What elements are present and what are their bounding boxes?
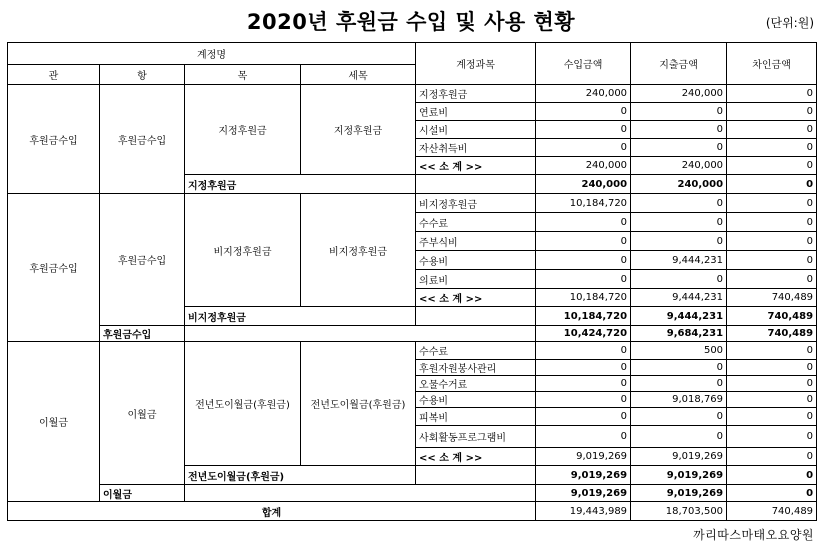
income-cell: 10,184,720 [536,194,631,213]
empty-cell [185,485,536,502]
income-cell: 10,424,720 [536,326,631,342]
mok-cell: 비지정후원금 [185,194,301,307]
expense-cell: 0 [631,270,727,289]
expense-header: 지출금액 [631,43,727,85]
expense-cell: 9,444,231 [631,289,727,307]
mok-total-label: 지정후원금 [185,175,416,194]
expense-cell: 9,018,769 [631,392,727,408]
hang-total-row [8,326,817,342]
expense-cell: 0 [631,360,727,376]
income-cell: 0 [536,232,631,251]
subject-cell: 수용비 [416,251,536,270]
semok-cell: 전년도이월금(후원금) [301,342,416,466]
hang-cell: 이월금 [100,342,185,485]
subject-cell: 시설비 [416,121,536,139]
balance-cell: 740,489 [727,289,817,307]
page-title: 2020년 후원금 수입 및 사용 현황 [246,10,576,34]
subtotal-label: << 소 계 >> [416,157,536,175]
expense-cell: 0 [631,408,727,426]
subtotal-label: << 소 계 >> [416,289,536,307]
income-cell: 0 [536,360,631,376]
hang-total-label: 이월금 [100,485,185,502]
income-cell: 0 [536,376,631,392]
balance-cell: 740,489 [727,502,817,521]
mok-header: 목 [185,65,301,85]
balance-cell: 0 [727,157,817,175]
income-cell: 9,019,269 [536,448,631,466]
organization-name: 까리따스마태오요양원 [693,528,814,542]
unit-label: (단위:원) [765,16,814,30]
balance-cell: 740,489 [727,307,817,326]
subject-header: 계정과목 [416,43,536,85]
expense-cell: 18,703,500 [631,502,727,521]
balance-cell: 0 [727,139,817,157]
table-row [8,85,817,103]
expense-cell: 240,000 [631,85,727,103]
expense-cell: 9,684,231 [631,326,727,342]
hang-total-label: 후원금수입 [100,326,185,342]
expense-cell: 0 [631,139,727,157]
mok-cell: 지정후원금 [185,85,301,175]
mok-total-label: 비지정후원금 [185,307,416,326]
income-cell: 0 [536,251,631,270]
expense-cell: 0 [631,376,727,392]
expense-cell: 0 [631,103,727,121]
subject-cell: 주부식비 [416,232,536,251]
income-header: 수입금액 [536,43,631,85]
subject-cell: 사회활동프로그램비 [416,426,536,448]
balance-cell: 0 [727,360,817,376]
subject-cell: 비지정후원금 [416,194,536,213]
mok-total-label: 전년도이월금(후원금) [185,466,416,485]
expense-cell: 9,019,269 [631,448,727,466]
expense-cell: 9,019,269 [631,466,727,485]
subject-cell: 의료비 [416,270,536,289]
hang-total-row [8,485,817,502]
subject-cell: 연료비 [416,103,536,121]
subject-cell: 자산취득비 [416,139,536,157]
balance-cell: 0 [727,408,817,426]
subject-cell: 수용비 [416,392,536,408]
balance-cell: 0 [727,175,817,194]
balance-header: 차인금액 [727,43,817,85]
balance-cell: 0 [727,485,817,502]
expense-cell: 0 [631,194,727,213]
income-cell: 9,019,269 [536,466,631,485]
balance-cell: 0 [727,376,817,392]
income-cell: 9,019,269 [536,485,631,502]
income-cell: 0 [536,408,631,426]
income-cell: 0 [536,121,631,139]
expense-cell: 0 [631,213,727,232]
balance-cell: 0 [727,251,817,270]
balance-cell: 0 [727,466,817,485]
subtotal-label: << 소 계 >> [416,448,536,466]
expense-cell: 0 [631,121,727,139]
income-cell: 240,000 [536,175,631,194]
income-cell: 0 [536,139,631,157]
expense-cell: 9,444,231 [631,307,727,326]
empty-cell [416,175,536,194]
balance-cell: 0 [727,426,817,448]
balance-cell: 0 [727,85,817,103]
income-cell: 0 [536,342,631,360]
income-cell: 0 [536,213,631,232]
gwan-header: 관 [8,65,100,85]
gwan-cell: 후원금수입 [8,194,100,342]
income-cell: 0 [536,392,631,408]
mok-cell: 전년도이월금(후원금) [185,342,301,466]
expense-cell: 9,019,269 [631,485,727,502]
expense-cell: 9,444,231 [631,251,727,270]
balance-cell: 0 [727,103,817,121]
balance-cell: 740,489 [727,326,817,342]
subject-cell: 피복비 [416,408,536,426]
income-expense-table [7,42,817,521]
income-cell: 10,184,720 [536,289,631,307]
income-cell: 240,000 [536,157,631,175]
balance-cell: 0 [727,213,817,232]
gwan-cell: 이월금 [8,342,100,502]
subject-cell: 수수료 [416,213,536,232]
balance-cell: 0 [727,448,817,466]
income-cell: 10,184,720 [536,307,631,326]
hang-cell: 후원금수입 [100,85,185,194]
semok-header: 세목 [301,65,416,85]
account-name-header: 계정명 [8,43,416,65]
semok-cell: 비지정후원금 [301,194,416,307]
income-cell: 240,000 [536,85,631,103]
hang-header: 항 [100,65,185,85]
income-cell: 0 [536,270,631,289]
balance-cell: 0 [727,232,817,251]
table-row [8,342,817,360]
grand-total-row [8,502,817,521]
hang-cell: 후원금수입 [100,194,185,326]
subject-cell: 후원자원봉사관리 [416,360,536,376]
balance-cell: 0 [727,270,817,289]
expense-cell: 0 [631,426,727,448]
empty-cell [416,466,536,485]
balance-cell: 0 [727,121,817,139]
subject-cell: 수수료 [416,342,536,360]
empty-cell [185,326,536,342]
expense-cell: 240,000 [631,157,727,175]
expense-cell: 240,000 [631,175,727,194]
expense-cell: 0 [631,232,727,251]
income-cell: 0 [536,103,631,121]
table-row [8,194,817,213]
empty-cell [416,307,536,326]
grand-total-label: 합계 [8,502,536,521]
balance-cell: 0 [727,342,817,360]
balance-cell: 0 [727,392,817,408]
income-cell: 0 [536,426,631,448]
subject-cell: 지정후원금 [416,85,536,103]
expense-cell: 500 [631,342,727,360]
subject-cell: 오물수거료 [416,376,536,392]
balance-cell: 0 [727,194,817,213]
semok-cell: 지정후원금 [301,85,416,175]
income-cell: 19,443,989 [536,502,631,521]
gwan-cell: 후원금수입 [8,85,100,194]
